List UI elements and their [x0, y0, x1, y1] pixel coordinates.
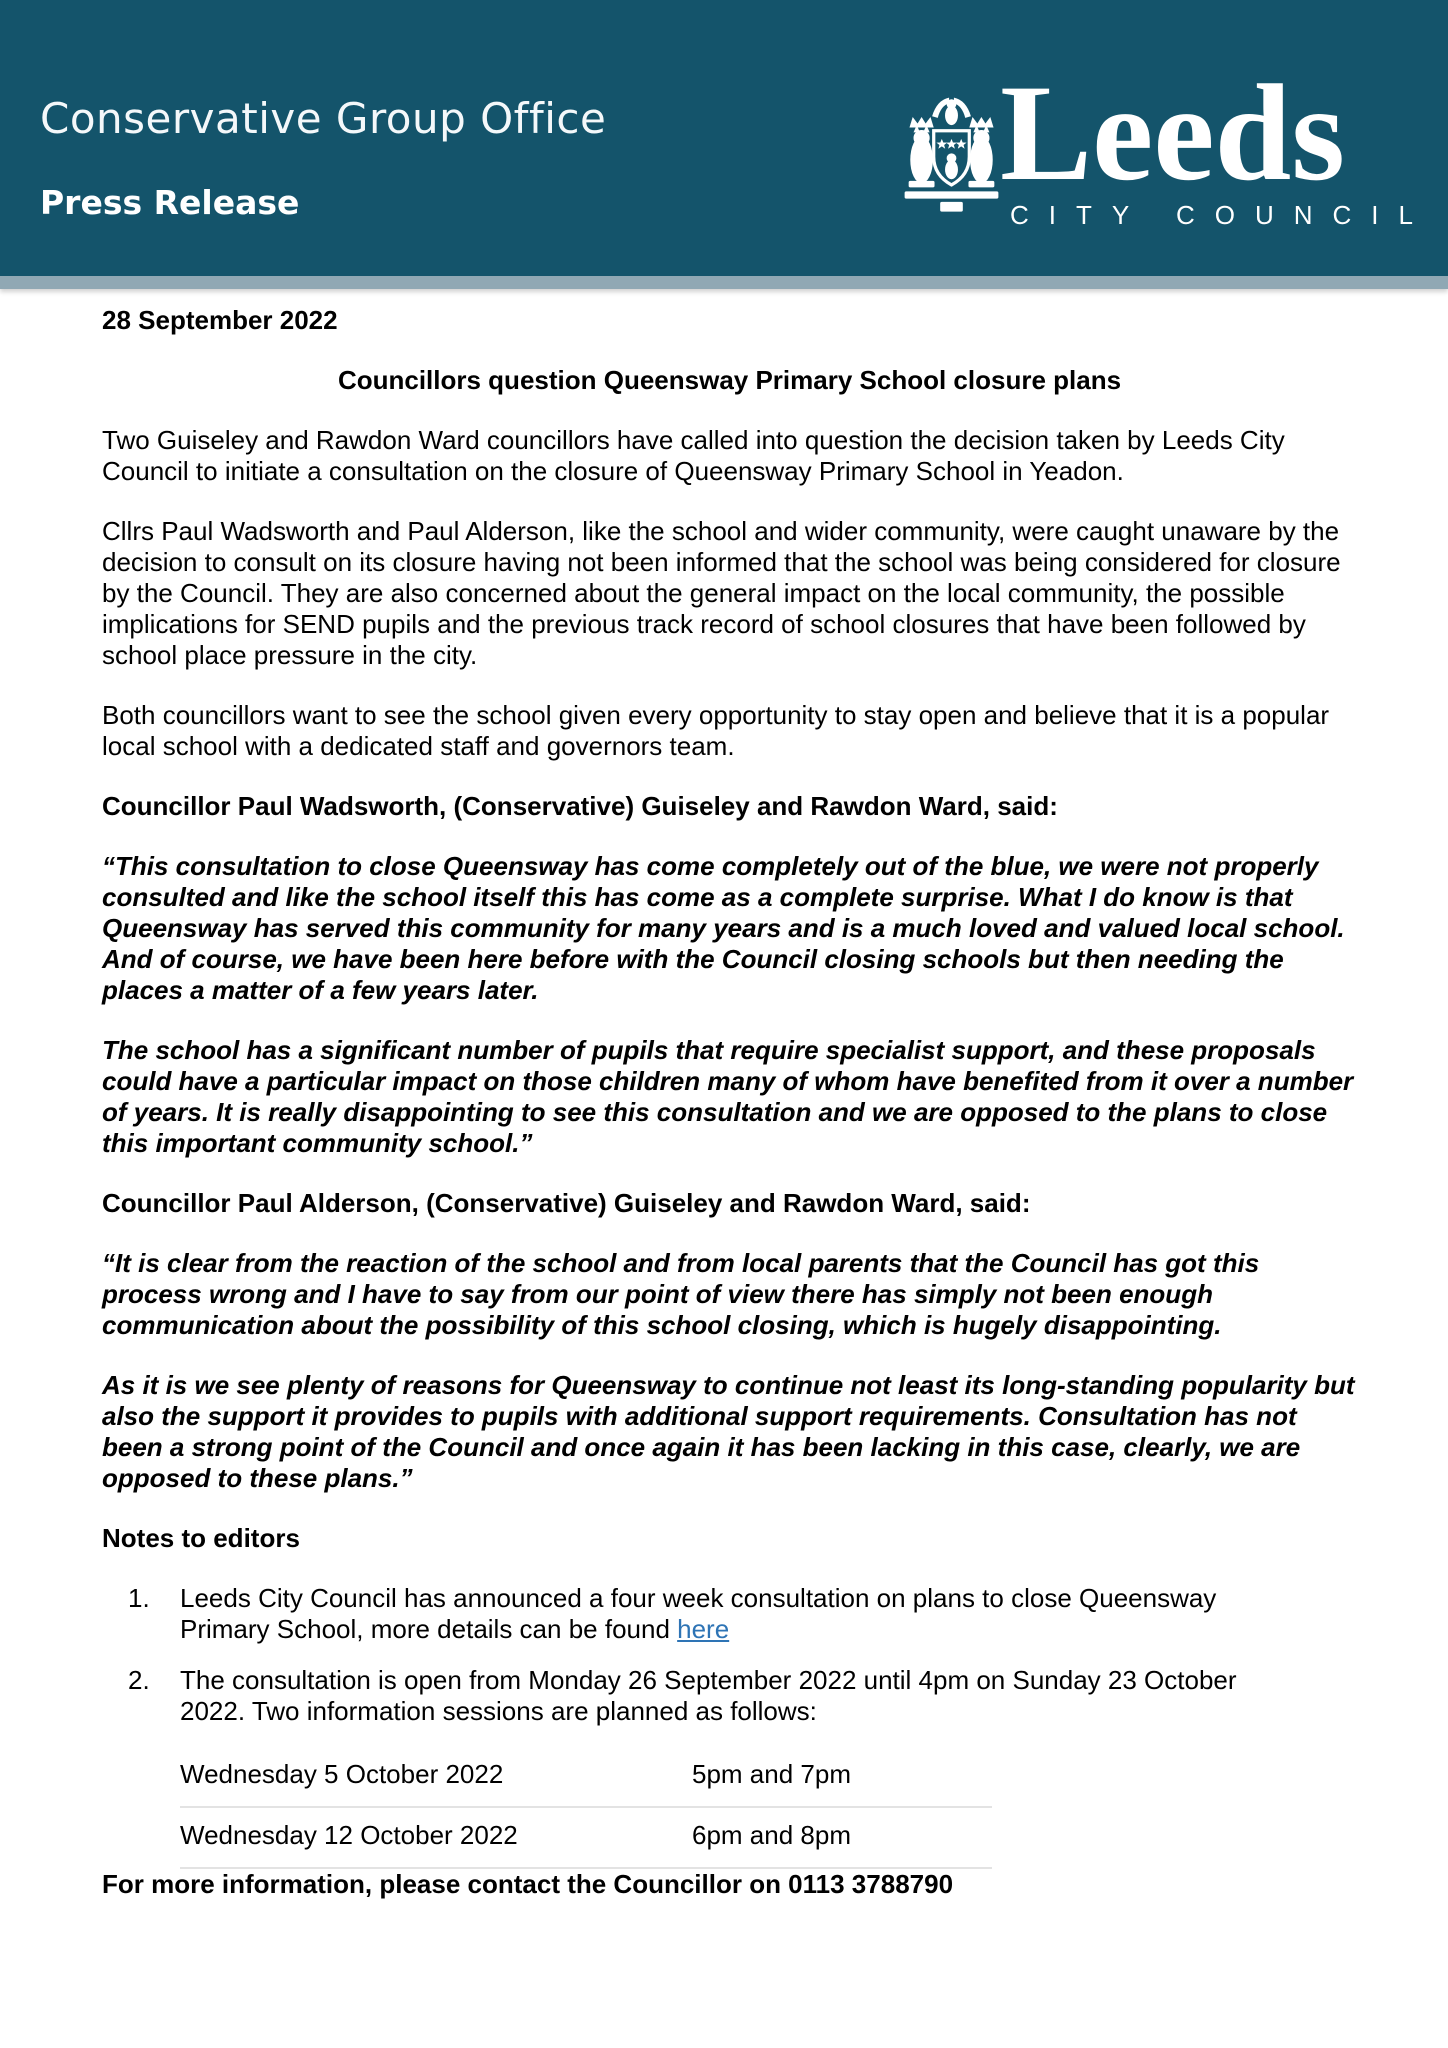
note-text: The consultation is open from Monday 26 September 2022 until 4pm on Sunday 23 October 2022. Two information sessions are planned as follows:	[180, 1665, 1237, 1726]
doc-type-press-release: Press Release	[40, 183, 300, 222]
quote-paragraph: The school has a significant number of pupils that require specialist support, and these proposals could have a particular impact on those children many of whom have benefited from it over a number of years. It is really disappointing to see this consultation and we are opposed to the plans to close this important community school.”	[102, 1035, 1354, 1158]
contact-line: For more information, please contact the Councillor on 0113 3788790	[102, 1869, 954, 1899]
note-number: 2.	[128, 1665, 150, 1695]
office-title: Conservative Group Office	[40, 94, 607, 143]
session-date: Wednesday 5 October 2022	[180, 1759, 504, 1789]
session-row	[180, 1808, 992, 1869]
release-date: 28 September 2022	[102, 305, 338, 335]
session-row	[180, 1747, 992, 1808]
session-date: Wednesday 12 October 2022	[180, 1820, 518, 1850]
attribution-wadsworth: Councillor Paul Wadsworth, (Conservative) Guiseley and Rawdon Ward, said:	[102, 791, 1058, 821]
intro-paragraph: Two Guiseley and Rawdon Ward councillors have called into question the decision taken by Leeds City Council to initiate a consultation on the closure of Queensway Primary School in Yeadon.	[102, 425, 1285, 486]
leeds-crest-icon	[903, 84, 1000, 231]
note-item-1	[102, 1583, 1357, 1645]
attribution-alderson: Councillor Paul Alderson, (Conservative) Guiseley and Rawdon Ward, said:	[102, 1188, 1031, 1218]
city-council-label: CITY COUNCIL	[1010, 200, 1433, 230]
headline: Councillors question Queensway Primary School closure plans	[337, 365, 1122, 395]
press-release-body	[0, 289, 1448, 1900]
intro-paragraph: Both councillors want to see the school given every opportunity to stay open and believe that it is a popular local school with a dedicated staff and governors team.	[102, 700, 1330, 761]
masthead	[0, 0, 1448, 276]
session-times: 6pm and 8pm	[692, 1820, 851, 1850]
quote-paragraph: As it is we see plenty of reasons for Queensway to continue not least its long-standing popularity but also the support it provides to pupils with additional support requirements. Consultation has not been a strong point of the Council and once again it has been lacking in this case, clearly, we are opposed to these plans.”	[102, 1370, 1355, 1493]
session-times: 5pm and 7pm	[692, 1759, 851, 1789]
note-item-2	[102, 1665, 1357, 1727]
notes-heading: Notes to editors	[102, 1523, 300, 1553]
intro-paragraph: Cllrs Paul Wadsworth and Paul Alderson, like the school and wider community, were caught unaware by the decision to consult on its closure having not been informed that the school was being considered for closure by the Council. They are also concerned about the general impact on the local community, the possible implications for SEND pupils and the previous track record of school closures that have been followed by school place pressure in the city.	[102, 516, 1341, 670]
note-body: Leeds City Council has announced a four week consultation on plans to close Queensway Primary School, more details can be found	[180, 1583, 1217, 1644]
note-number: 1.	[128, 1583, 150, 1613]
sessions-table	[180, 1747, 992, 1869]
quote-paragraph: “It is clear from the reaction of the school and from local parents that the Council has got this process wrong and I have to say from our point of view there has simply not been enough communication about the possibility of this school closing, which is hugely disappointing.	[102, 1248, 1260, 1340]
note-text	[180, 1583, 1300, 1645]
quote-paragraph: “This consultation to close Queensway has come completely out of the blue, we were not properly consulted and like the school itself this has come as a complete surprise. What I do know is that Queensway has served this community for many years and is a much loved and valued local school. And of course, we have been here before with the Council closing schools but then needing the places a matter of a few years later.	[102, 851, 1345, 1005]
here-link[interactable]: here	[677, 1614, 730, 1644]
leeds-wordmark: Leeds	[1000, 56, 1345, 209]
header-divider	[0, 276, 1448, 289]
